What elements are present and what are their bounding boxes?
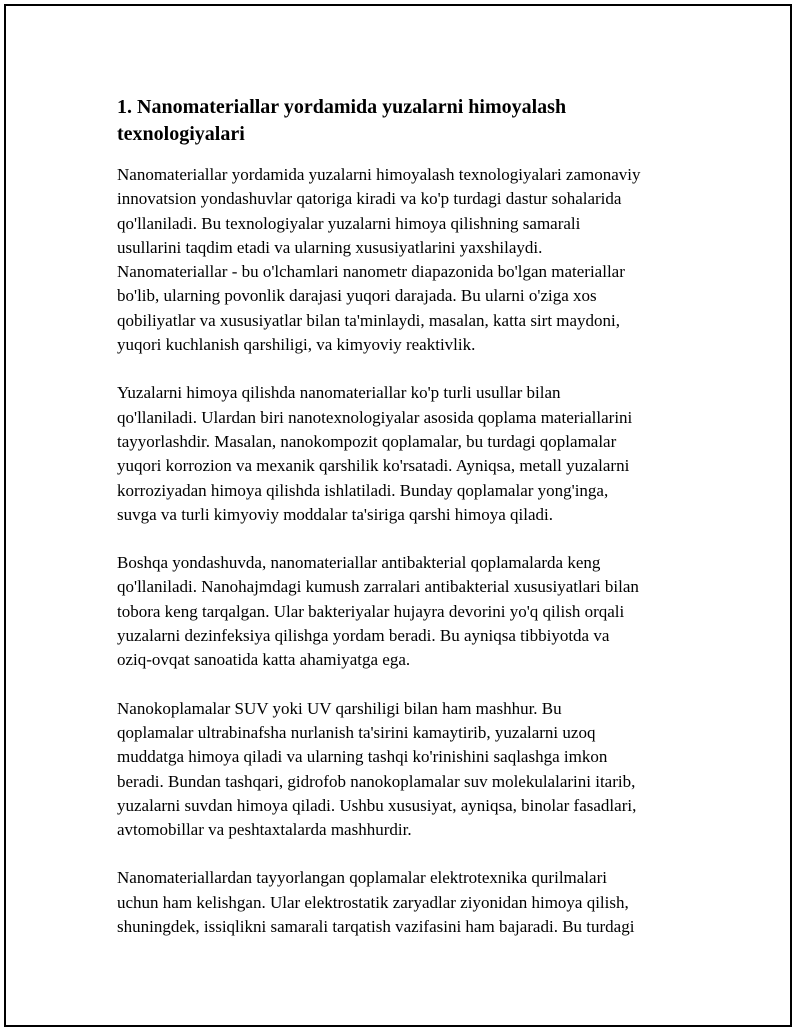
text-line: innovatsion yondashuvlar qatoriga kiradi va ko'p turdagi dastur sohalarida (117, 189, 622, 209)
text-line: qoplamalar ultrabinafsha nurlanish ta'sirini kamaytirib, yuzalarni uzoq (117, 722, 596, 742)
paragraph-3 (117, 551, 697, 672)
text-line: oziq-ovqat sanoatida katta ahamiyatga ega. (117, 650, 411, 670)
text-line: tobora keng tarqalgan. Ular bakteriyalar hujayra devorini yo'q qilish orqali (117, 601, 625, 621)
text-line: tayyorlashdir. Masalan, nanokompozit qoplamalar, bu turdagi qoplamalar (117, 431, 617, 451)
text-line: qobiliyatlar va xususiyatlar bilan ta'minlaydi, masalan, katta sirt maydoni, (117, 310, 621, 330)
paragraph-2 (117, 381, 697, 527)
paragraph-1 (117, 163, 697, 357)
text-line: beradi. Bundan tashqari, gidrofob nanokoplamalar suv molekulalarini itarib, (117, 771, 636, 791)
text-line: suvga va turli kimyoviy moddalar ta'siriga qarshi himoya qiladi. (117, 504, 554, 524)
text-line: avtomobillar va peshtaxtalarda mashhurdir. (117, 820, 412, 840)
text-line: uchun ham kelishgan. Ular elektrostatik zaryadlar ziyonidan himoya qilish, (117, 892, 629, 912)
text-line: qo'llaniladi. Nanohajmdagi kumush zarralari antibakterial xususiyatlari bilan (117, 577, 639, 597)
text-line: bo'lib, ularning povonlik darajasi yuqori darajada. Bu ularni o'ziga xos (117, 286, 597, 306)
title-line: texnologiyalari (117, 123, 245, 145)
text-line: muddatga himoya qiladi va ularning tashqi ko'rinishini saqlashga imkon (117, 747, 608, 767)
text-line: Nanomateriallar yordamida yuzalarni himoyalash texnologiyalari zamonaviy (117, 165, 641, 184)
text-line: Nanomateriallar - bu o'lchamlari nanometr diapazonida bo'lgan materiallar (117, 262, 625, 282)
document-body (117, 94, 697, 963)
paragraph-5 (117, 866, 697, 939)
text-line: yuzalarni dezinfeksiya qilishga yordam beradi. Bu ayniqsa tibbiyotda va (117, 626, 610, 646)
text-line: yuqori kuchlanish qarshiligi, va kimyoviy reaktivlik. (117, 335, 476, 355)
paragraph-4 (117, 697, 697, 843)
text-line: shuningdek, issiqlikni samarali tarqatish vazifasini ham bajaradi. Bu turdagi (117, 917, 635, 937)
text-line: korroziyadan himoya qilishda ishlatiladi. Bunday qoplamalar yong'inga, (117, 480, 609, 500)
text-line: yuzalarni suvdan himoya qiladi. Ushbu xususiyat, ayniqsa, binolar fasadlari, (117, 795, 637, 815)
text-line: yuqori korrozion va mexanik qarshilik ko'rsatadi. Ayniqsa, metall yuzalarni (117, 456, 630, 476)
text-line: qo'llaniladi. Ulardan biri nanotexnologiyalar asosida qoplama materiallarini (117, 407, 633, 427)
text-line: Boshqa yondashuvda, nanomateriallar antibakterial qoplamalarda keng (117, 553, 601, 573)
title-line: 1. Nanomateriallar yordamida yuzalarni himoyalash (117, 96, 567, 118)
text-line: Nanomateriallardan tayyorlangan qoplamalar elektrotexnika qurilmalari (117, 868, 607, 888)
text-line: Nanokoplamalar SUV yoki UV qarshiligi bilan ham mashhur. Bu (117, 698, 562, 718)
text-line: qo'llaniladi. Bu texnologiyalar yuzalarni himoya qilishning samarali (117, 213, 581, 233)
section-title (117, 94, 697, 148)
text-line: usullarini taqdim etadi va ularning xususiyatlarini yaxshilaydi. (117, 237, 543, 257)
text-line: Yuzalarni himoya qilishda nanomateriallar ko'p turli usullar bilan (117, 383, 561, 403)
